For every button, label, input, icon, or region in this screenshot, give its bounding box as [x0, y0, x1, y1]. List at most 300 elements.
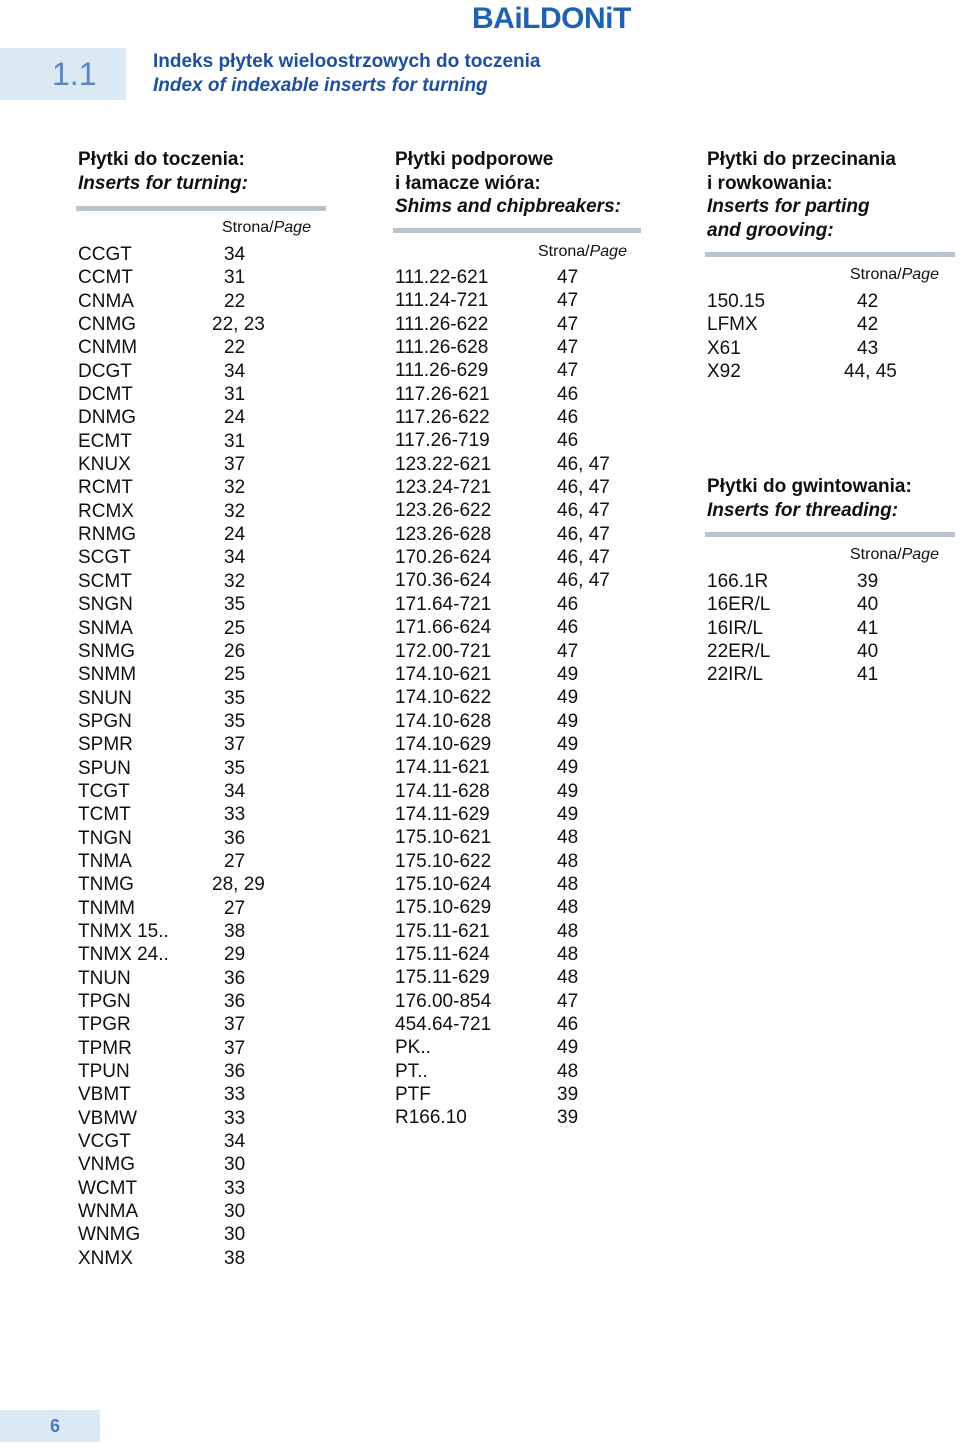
insert-code: 123.22-621 — [395, 453, 492, 475]
shims-heading-en: Shims and chipbreakers: — [395, 196, 621, 217]
page-reference: 34 — [224, 1131, 246, 1153]
list-item — [78, 1060, 338, 1083]
insert-code: SCMT — [78, 570, 132, 592]
page-reference: 32 — [224, 570, 246, 592]
page-label-en: Page — [273, 219, 311, 236]
list-item — [78, 1153, 338, 1176]
list-item — [707, 337, 957, 360]
list-item — [78, 500, 338, 523]
list-item — [707, 570, 957, 593]
list-item — [78, 1223, 338, 1246]
list-item — [395, 266, 655, 289]
list-item — [78, 406, 338, 429]
list-item — [78, 313, 338, 336]
turning-heading — [78, 148, 248, 195]
insert-code: TNMA — [78, 850, 132, 872]
insert-code: WNMA — [78, 1201, 139, 1223]
insert-code: 111.26-622 — [395, 313, 489, 335]
page-reference: 42 — [857, 314, 879, 336]
insert-code: SNMA — [78, 617, 133, 639]
page-reference: 39 — [557, 1084, 579, 1106]
insert-code: LFMX — [707, 314, 758, 336]
page-reference: 24 — [224, 524, 246, 546]
page-reference: 48 — [557, 827, 579, 849]
page-reference: 35 — [224, 687, 246, 709]
parting-heading-pl1: Płytki do przecinania — [707, 149, 896, 170]
page-reference: 22 — [224, 337, 246, 359]
page-reference: 49 — [557, 663, 579, 685]
insert-code: 150.15 — [707, 291, 766, 312]
threading-divider — [705, 532, 955, 537]
insert-code: SPGN — [78, 710, 132, 732]
list-item — [78, 897, 338, 920]
list-item — [395, 756, 655, 779]
list-item — [78, 663, 338, 686]
page-reference: 47 — [557, 267, 579, 288]
parting-page-header — [850, 265, 939, 285]
page-reference: 46 — [557, 1014, 579, 1035]
page-reference: 22 — [224, 290, 246, 312]
insert-code: TNGN — [78, 827, 132, 849]
page-reference: 48 — [557, 850, 579, 872]
page-reference: 49 — [557, 803, 579, 825]
list-item — [78, 803, 338, 826]
parting-heading-en1: Inserts for parting — [707, 196, 870, 217]
insert-code: 175.11-621 — [395, 920, 490, 942]
list-item — [707, 640, 957, 663]
insert-code: RNMG — [78, 524, 137, 546]
threading-heading — [707, 475, 912, 522]
list-item — [395, 499, 655, 522]
page-reference: 41 — [857, 617, 879, 639]
page-reference: 46 — [557, 617, 579, 639]
page-label-en: Page — [901, 546, 939, 563]
page-reference: 42 — [857, 291, 879, 312]
page-reference: 47 — [557, 640, 579, 662]
list-item — [78, 827, 338, 850]
insert-code: RCMX — [78, 500, 134, 522]
page-reference: 47 — [557, 290, 579, 312]
page-reference: 27 — [224, 850, 246, 872]
page-reference: 37 — [224, 454, 246, 476]
insert-code: 170.36-624 — [395, 570, 492, 592]
insert-code: SNUN — [78, 687, 132, 709]
insert-code: VBMW — [78, 1107, 138, 1129]
page-reference: 35 — [224, 594, 246, 616]
page-reference: 48 — [557, 873, 579, 895]
list-item — [78, 453, 338, 476]
list-item — [78, 1200, 338, 1223]
page-reference: 46 — [557, 430, 579, 452]
page-reference: 47 — [557, 337, 579, 359]
list-item — [395, 826, 655, 849]
insert-code: WNMG — [78, 1224, 141, 1246]
page-reference: 34 — [224, 547, 246, 569]
list-item — [395, 896, 655, 919]
list-item — [78, 780, 338, 803]
insert-code: 117.26-719 — [395, 430, 490, 452]
page-reference: 34 — [224, 360, 246, 382]
list-item — [395, 850, 655, 873]
section-number: 1.1 — [52, 56, 97, 92]
page-reference: 46, 47 — [557, 523, 610, 545]
page-reference: 31 — [224, 384, 246, 406]
insert-code: 22IR/L — [707, 664, 763, 686]
page-reference: 48 — [557, 943, 579, 965]
list-item — [707, 290, 957, 313]
insert-code: 176.00-854 — [395, 990, 492, 1012]
page-reference: 25 — [224, 664, 246, 686]
page-reference: 49 — [557, 757, 579, 779]
shims-heading-pl1: Płytki podporowe — [395, 149, 554, 170]
list-item — [395, 523, 655, 546]
page-reference: 22, 23 — [212, 314, 265, 336]
insert-code: SCGT — [78, 547, 131, 569]
list-item — [78, 546, 338, 569]
page-reference: 43 — [857, 337, 879, 359]
list-item — [395, 593, 655, 616]
insert-code: X92 — [707, 361, 741, 383]
page-reference: 30 — [224, 1224, 246, 1246]
insert-code: SPMR — [78, 734, 133, 756]
insert-code: CCMT — [78, 267, 133, 289]
list-item — [707, 360, 957, 383]
page-reference: 33 — [224, 804, 246, 826]
brand-logo: BAiLDONiT — [472, 2, 631, 35]
page-reference: 37 — [224, 1014, 246, 1036]
insert-code: 174.10-629 — [395, 733, 492, 755]
list-item — [78, 1083, 338, 1106]
insert-code: 170.26-624 — [395, 547, 492, 569]
page-reference: 31 — [224, 267, 246, 289]
list-item — [395, 359, 655, 382]
shims-divider — [393, 228, 641, 233]
page-number: 6 — [50, 1416, 61, 1436]
page-reference: 49 — [557, 1037, 579, 1059]
insert-code: 174.11-621 — [395, 757, 490, 779]
insert-code: 175.10-629 — [395, 897, 492, 919]
list-item — [395, 640, 655, 663]
insert-code: 172.00-721 — [395, 640, 492, 662]
page-reference: 30 — [224, 1154, 246, 1176]
page-reference: 36 — [224, 827, 246, 849]
insert-code: 174.10-622 — [395, 687, 492, 709]
insert-code: PT.. — [395, 1060, 428, 1082]
list-item — [78, 336, 338, 359]
turning-divider — [76, 206, 326, 211]
list-item — [395, 1060, 655, 1083]
threading-heading-en: Inserts for threading: — [707, 499, 899, 521]
page-label-en: Page — [589, 243, 627, 260]
insert-code: PK.. — [395, 1037, 431, 1059]
list-item — [78, 990, 338, 1013]
insert-code: CNMG — [78, 314, 137, 336]
list-item — [78, 290, 338, 313]
list-item — [78, 640, 338, 663]
insert-code: 22ER/L — [707, 641, 771, 663]
page-reference: 40 — [857, 641, 879, 663]
insert-code: DNMG — [78, 407, 137, 429]
page-reference: 37 — [224, 734, 246, 756]
page-reference: 28, 29 — [212, 874, 265, 896]
page-reference: 49 — [557, 733, 579, 755]
list-item — [78, 476, 338, 499]
page-reference: 30 — [224, 1201, 246, 1223]
list-item — [78, 873, 338, 896]
insert-code: 117.26-621 — [395, 383, 490, 405]
insert-code: RCMT — [78, 477, 133, 499]
page-reference: 34 — [224, 244, 246, 265]
insert-code: TCMT — [78, 804, 131, 826]
list-item — [78, 733, 338, 756]
insert-code: TNUN — [78, 967, 131, 989]
page-reference: 49 — [557, 687, 579, 709]
page-title-en: Index of indexable inserts for turning — [153, 75, 488, 96]
page-reference: 39 — [857, 571, 879, 592]
list-item — [395, 336, 655, 359]
page-reference: 46 — [557, 593, 579, 615]
list-item — [78, 687, 338, 710]
list-item — [78, 383, 338, 406]
list-item — [78, 523, 338, 546]
page-reference: 49 — [557, 780, 579, 802]
page-reference: 46 — [557, 383, 579, 405]
insert-code: KNUX — [78, 454, 131, 476]
page-reference: 24 — [224, 407, 246, 429]
insert-code: 171.64-721 — [395, 593, 492, 615]
page-label-pl: Strona/ — [850, 266, 902, 283]
list-item — [78, 967, 338, 990]
insert-code: 171.66-624 — [395, 617, 492, 639]
page-reference: 27 — [224, 897, 246, 919]
parting-heading — [707, 148, 896, 242]
page-reference: 31 — [224, 430, 246, 452]
list-item — [395, 920, 655, 943]
list-item — [395, 686, 655, 709]
insert-code: 111.22-621 — [395, 267, 489, 288]
insert-code: TNMM — [78, 897, 135, 919]
parting-heading-pl2: i rowkowania: — [707, 172, 833, 194]
page-reference: 36 — [224, 1061, 246, 1083]
insert-code: TPGN — [78, 991, 131, 1012]
list-item — [395, 569, 655, 592]
insert-code: 111.24-721 — [395, 290, 489, 312]
insert-code: CCGT — [78, 244, 132, 265]
list-item — [395, 966, 655, 989]
shims-heading — [395, 148, 621, 219]
page-reference: 29 — [224, 944, 246, 966]
page-reference: 46, 47 — [557, 500, 610, 522]
insert-code: CNMA — [78, 290, 134, 312]
list-item — [395, 780, 655, 803]
list-item — [78, 430, 338, 453]
list-item — [707, 313, 957, 336]
list-item — [78, 1107, 338, 1130]
page-reference: 33 — [224, 1177, 246, 1199]
page-reference: 41 — [857, 664, 879, 686]
list-item — [395, 383, 655, 406]
insert-code: SNGN — [78, 594, 133, 616]
page-reference: 47 — [557, 360, 579, 382]
insert-code: VBMT — [78, 1084, 131, 1106]
insert-code: VNMG — [78, 1154, 135, 1176]
insert-code: R166.10 — [395, 1107, 467, 1129]
insert-code: 166.1R — [707, 571, 769, 592]
insert-code: TPGR — [78, 1014, 131, 1036]
insert-code: PTF — [395, 1084, 431, 1106]
page-reference: 32 — [224, 477, 246, 499]
page-reference: 37 — [224, 1037, 246, 1059]
insert-code: 16ER/L — [707, 594, 771, 616]
list-item — [395, 406, 655, 429]
list-item — [395, 710, 655, 733]
page-reference: 34 — [224, 780, 246, 802]
page-reference: 25 — [224, 617, 246, 639]
list-item — [707, 617, 957, 640]
insert-code: WCMT — [78, 1177, 138, 1199]
list-item — [395, 616, 655, 639]
insert-code: ECMT — [78, 430, 132, 452]
list-item — [395, 1106, 655, 1129]
insert-code: 175.10-624 — [395, 873, 492, 895]
list-item — [78, 266, 338, 289]
insert-code: 111.26-629 — [395, 360, 489, 382]
insert-code: SPUN — [78, 757, 131, 779]
list-item — [78, 1037, 338, 1060]
list-item — [78, 1130, 338, 1153]
list-item — [395, 429, 655, 452]
insert-code: 175.10-622 — [395, 850, 492, 872]
list-item — [395, 1083, 655, 1106]
page-reference: 33 — [224, 1084, 246, 1106]
insert-code: TNMX 24.. — [78, 944, 169, 966]
insert-code: SNMM — [78, 664, 137, 686]
list-item — [395, 803, 655, 826]
parting-heading-en2: and grooving: — [707, 219, 834, 241]
page-reference: 38 — [224, 1247, 246, 1269]
insert-code: 175.11-629 — [395, 967, 490, 989]
page-label-pl: Strona/ — [850, 546, 902, 563]
list-item — [78, 617, 338, 640]
insert-code: 111.26-628 — [395, 337, 489, 359]
insert-code: TPUN — [78, 1061, 130, 1083]
list-item — [707, 593, 957, 616]
page-reference: 46 — [557, 407, 579, 429]
insert-code: SNMG — [78, 640, 135, 662]
list-item — [78, 943, 338, 966]
insert-code: X61 — [707, 337, 741, 359]
insert-code: 117.26-622 — [395, 407, 490, 429]
page-reference: 36 — [224, 991, 246, 1012]
page-reference: 48 — [557, 1060, 579, 1082]
page-reference: 48 — [557, 920, 579, 942]
parting-divider — [705, 252, 955, 257]
insert-code: 175.11-624 — [395, 943, 490, 965]
page-reference: 46, 47 — [557, 453, 610, 475]
list-item — [78, 1247, 338, 1270]
shims-heading-pl2: i łamacze wióra: — [395, 172, 541, 194]
insert-code: TNMX 15.. — [78, 920, 169, 942]
list-item — [78, 243, 338, 266]
list-item — [395, 943, 655, 966]
page-reference: 39 — [557, 1107, 579, 1129]
turning-list — [78, 243, 338, 1270]
insert-code: CNMM — [78, 337, 138, 359]
threading-heading-pl: Płytki do gwintowania: — [707, 476, 912, 497]
page-reference: 35 — [224, 757, 246, 779]
page-reference: 48 — [557, 967, 579, 989]
page-reference: 46, 47 — [557, 477, 610, 499]
turning-heading-pl: Płytki do toczenia: — [78, 149, 245, 170]
list-item — [78, 757, 338, 780]
list-item — [395, 733, 655, 756]
page-title-pl: Indeks płytek wieloostrzowych do toczenia — [153, 51, 541, 72]
insert-code: 175.10-621 — [395, 827, 492, 849]
insert-code: 16IR/L — [707, 617, 763, 639]
insert-code: 123.26-622 — [395, 500, 492, 522]
list-item — [78, 1013, 338, 1036]
threading-list — [707, 570, 957, 687]
page-reference: 26 — [224, 640, 246, 662]
insert-code: XNMX — [78, 1247, 133, 1269]
page-reference: 44, 45 — [844, 361, 897, 383]
shims-page-header — [538, 242, 627, 262]
list-item — [78, 1177, 338, 1200]
page-label-pl: Strona/ — [538, 243, 590, 260]
page-reference: 47 — [557, 313, 579, 335]
page-label-en: Page — [901, 266, 939, 283]
list-item — [395, 453, 655, 476]
list-item — [395, 873, 655, 896]
shims-list — [395, 266, 655, 1130]
threading-page-header — [850, 545, 939, 565]
list-item — [395, 546, 655, 569]
page-reference: 48 — [557, 897, 579, 919]
page-reference: 36 — [224, 967, 246, 989]
page-reference: 46, 47 — [557, 547, 610, 569]
list-item — [395, 1013, 655, 1036]
page-reference: 49 — [557, 710, 579, 732]
page-reference: 33 — [224, 1107, 246, 1129]
parting-list — [707, 290, 957, 383]
list-item — [78, 850, 338, 873]
list-item — [78, 360, 338, 383]
page-reference: 40 — [857, 594, 879, 616]
insert-code: DCMT — [78, 384, 133, 406]
list-item — [395, 476, 655, 499]
insert-code: TPMR — [78, 1037, 132, 1059]
list-item — [395, 1036, 655, 1059]
insert-code: 123.26-628 — [395, 523, 492, 545]
list-item — [395, 289, 655, 312]
turning-heading-en: Inserts for turning: — [78, 172, 248, 194]
list-item — [707, 663, 957, 686]
insert-code: TNMG — [78, 874, 134, 896]
insert-code: TCGT — [78, 780, 130, 802]
list-item — [78, 593, 338, 616]
page-reference: 38 — [224, 920, 246, 942]
page-reference: 47 — [557, 990, 579, 1012]
list-item — [78, 570, 338, 593]
list-item — [395, 663, 655, 686]
insert-code: 174.11-628 — [395, 780, 490, 802]
turning-page-header — [222, 218, 311, 238]
list-item — [78, 710, 338, 733]
insert-code: 454.64-721 — [395, 1014, 492, 1035]
page-reference: 35 — [224, 710, 246, 732]
list-item — [78, 920, 338, 943]
insert-code: 123.24-721 — [395, 477, 492, 499]
